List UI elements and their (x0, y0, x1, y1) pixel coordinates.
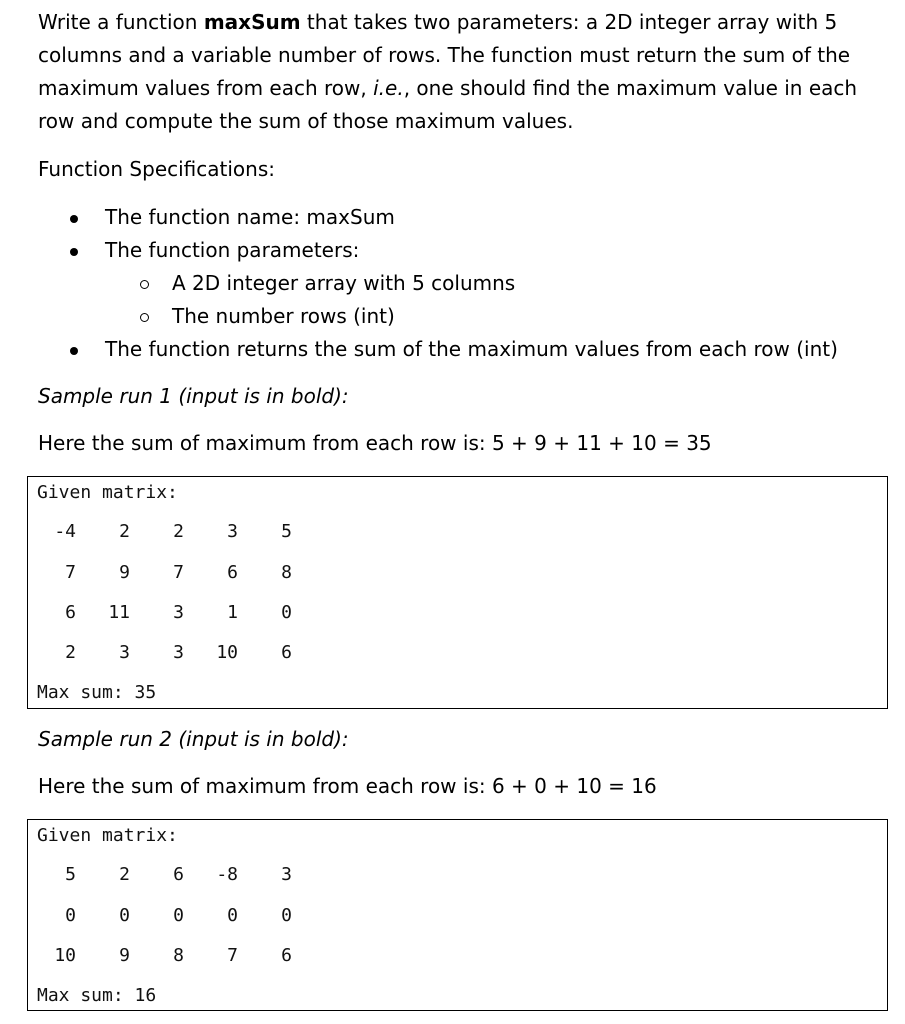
matrix-cell: 2 (173, 521, 184, 542)
matrix-cell: 10 (216, 642, 238, 663)
matrix-cell: -8 (216, 864, 238, 885)
matrix-cell: 7 (173, 562, 184, 583)
matrix-row (28, 561, 328, 585)
matrix-cell: 0 (227, 905, 238, 926)
intro-post-a: that takes two parameters: a 2D integer array with 5 columns and a variable number of rows. The function must return the sum of the maximum values from each row, (38, 10, 851, 100)
hollow-bullet-icon (140, 313, 149, 322)
matrix-row (28, 944, 328, 968)
matrix-cell: 7 (227, 945, 238, 966)
matrix-cell: 10 (54, 945, 76, 966)
matrix-row (28, 904, 328, 928)
matrix-cell: 2 (119, 864, 130, 885)
sample-2-output-box (27, 819, 888, 1011)
bullet-icon (70, 215, 78, 223)
list-item (38, 234, 888, 267)
matrix-cell: -4 (54, 521, 76, 542)
matrix-cell: 5 (281, 521, 292, 542)
list-item (38, 333, 888, 366)
matrix-cell: 9 (119, 945, 130, 966)
matrix-cell: 0 (119, 905, 130, 926)
matrix-cell: 3 (227, 521, 238, 542)
matrix-row (28, 601, 328, 625)
list-item (38, 300, 888, 333)
matrix-cell: 0 (281, 602, 292, 623)
spec-function-name: The function name: maxSum (105, 205, 395, 229)
sample-1-explanation: Here the sum of maximum from each row is: 5 + 9 + 11 + 10 = 35 (38, 431, 712, 455)
matrix-heading: Given matrix: (37, 482, 178, 503)
matrix-cell: 2 (65, 642, 76, 663)
matrix-cell: 3 (119, 642, 130, 663)
ie-abbrev: i.e. (373, 76, 404, 100)
matrix-cell: 6 (65, 602, 76, 623)
matrix-cell: 3 (173, 602, 184, 623)
matrix-cell: 6 (227, 562, 238, 583)
matrix-cell: 6 (281, 945, 292, 966)
matrix-cell: 0 (281, 905, 292, 926)
bullet-icon (70, 347, 78, 355)
matrix-row (28, 520, 328, 544)
intro-post-b: , one should find the maximum value in each row and compute the sum of those maximum values. (38, 76, 858, 133)
list-item (38, 267, 888, 300)
matrix-cell: 7 (65, 562, 76, 583)
matrix-cell: 0 (173, 905, 184, 926)
matrix-row (28, 863, 328, 887)
matrix-cell: 8 (281, 562, 292, 583)
function-name: maxSum (203, 10, 301, 34)
sample-1-title: Sample run 1 (input is in bold): (38, 384, 349, 408)
max-sum-output: Max sum: 16 (37, 985, 157, 1006)
matrix-cell: 5 (65, 864, 76, 885)
matrix-cell: 1 (227, 602, 238, 623)
matrix-cell: 6 (173, 864, 184, 885)
bullet-icon (70, 248, 78, 256)
hollow-bullet-icon (140, 280, 149, 289)
matrix-cell: 3 (281, 864, 292, 885)
sample-2-explanation: Here the sum of maximum from each row is: 6 + 0 + 10 = 16 (38, 774, 657, 798)
matrix-cell: 9 (119, 562, 130, 583)
specs-list (38, 201, 888, 366)
intro-paragraph (38, 6, 888, 138)
matrix-cell: 6 (281, 642, 292, 663)
sample-1-output-box (27, 476, 888, 709)
list-item (38, 201, 888, 234)
matrix-cell: 2 (119, 521, 130, 542)
spec-returns: The function returns the sum of the maximum values from each row (int) (105, 337, 838, 361)
matrix-cell: 0 (65, 905, 76, 926)
sample-2-title: Sample run 2 (input is in bold): (38, 727, 349, 751)
matrix-row (28, 641, 328, 665)
matrix-cell: 11 (108, 602, 130, 623)
spec-param-rows: The number rows (int) (172, 304, 395, 328)
spec-param-array: A 2D integer array with 5 columns (172, 271, 516, 295)
max-sum-output: Max sum: 35 (37, 682, 157, 703)
spec-function-parameters: The function parameters: (105, 238, 360, 262)
specs-heading: Function Specifications: (38, 157, 275, 181)
matrix-cell: 3 (173, 642, 184, 663)
matrix-cell: 8 (173, 945, 184, 966)
intro-pre: Write a function (38, 10, 204, 34)
matrix-heading: Given matrix: (37, 825, 178, 846)
